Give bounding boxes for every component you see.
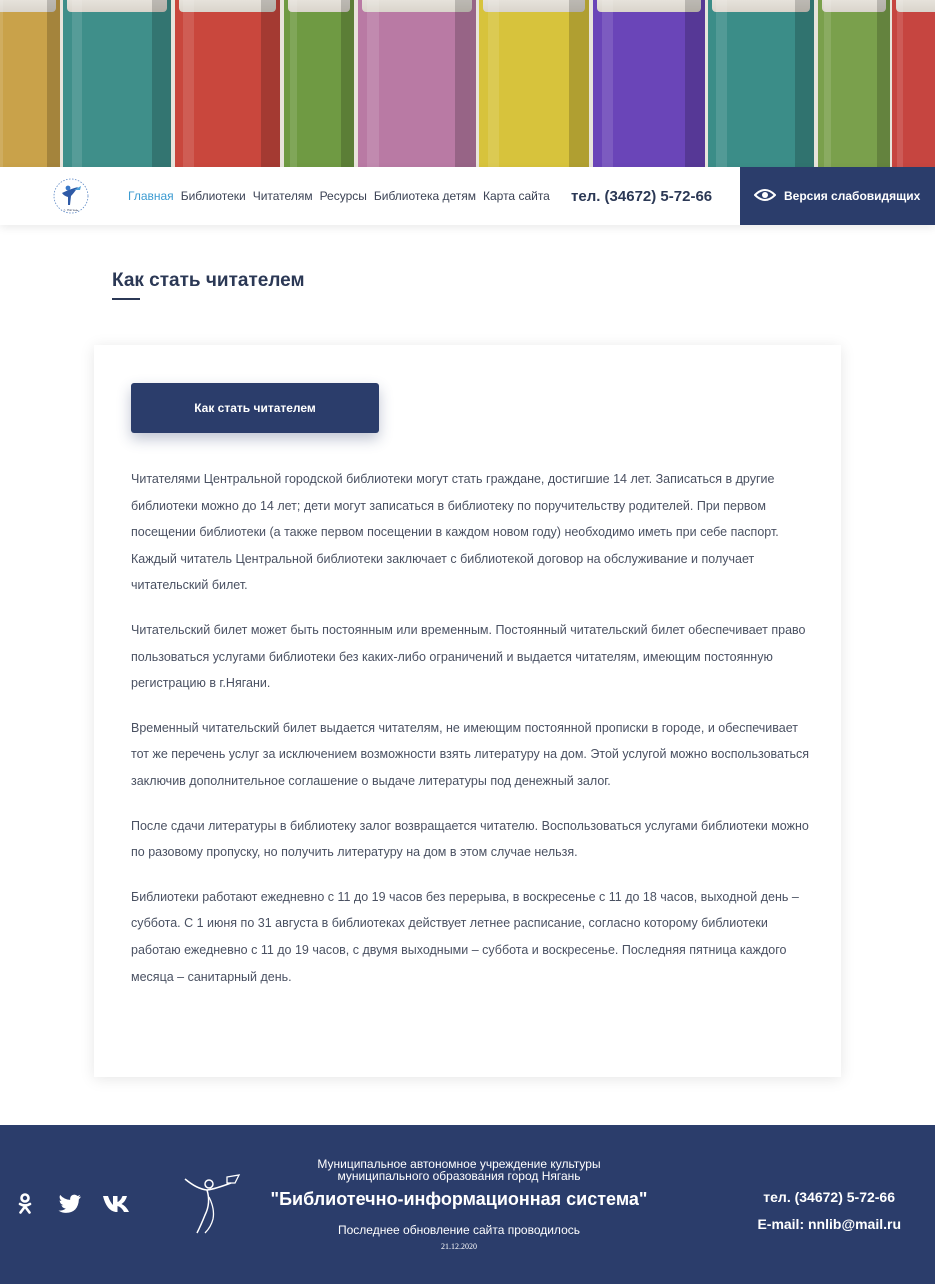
site-footer [0,1125,935,1284]
book-spine [818,0,890,167]
library-logo-icon[interactable] [50,175,92,217]
book-spine [284,0,354,167]
book-spine [892,0,935,167]
footer-org-name: "Библиотечно-информационная система" [270,1189,648,1209]
nav-item-kids[interactable]: Библиотека детям [373,189,476,203]
paragraph: Читательский билет может быть постоянным или временным. Постоянный читательский билет обеспечивает право пользоваться услугами библиотеки без каких-либо ограничений и выдается читателям, имеющим постоянную регистрацию в г.Нягани. [131,622,806,691]
svg-text:г. Нягань: г. Нягань [63,208,79,212]
header-phone[interactable]: тел. (34672) 5-72-66 [571,187,713,205]
book-spine [0,0,60,167]
content-card [94,345,841,1077]
footer-phone[interactable]: тел. (34672) 5-72-66 [763,1189,895,1205]
nav-item-sitemap[interactable]: Карта сайта [483,189,550,203]
paragraph: Читателями Центральной городской библиотеки могут стать граждане, достигшие 14 лет. Записаться в другие библиотеки можно до 14 лет; дети могут записаться в библиотеку по поручительству родителей. При первом посещении библиотеки (а также первом посещении в каждом новом году) необходимо иметь при себе паспорт. Каждый читатель Центральной библиотеки заключает с библиотекой договор на обслуживание и получает читательский билет. [131,472,779,593]
become-reader-button[interactable]: Как стать читателем [131,383,379,433]
nav-item-resources[interactable]: Ресурсы [319,189,367,203]
book-spine [175,0,280,167]
book-spine [63,0,171,167]
book-spine [479,0,589,167]
footer-org-line2: муниципального образования город Нягань [337,1169,581,1183]
hero-books-banner [0,0,935,167]
low-vision-version-button[interactable] [740,167,935,225]
article-body [131,466,811,1008]
nav-item-readers[interactable]: Читателям [252,189,313,203]
page-title: Как стать читателем [112,270,305,291]
eye-icon [754,188,776,205]
book-spine [593,0,705,167]
book-spine [708,0,814,167]
footer-update-label: Последнее обновление сайта проводилось [338,1223,580,1237]
title-underline [112,298,140,300]
paragraph: Временный читательский билет выдается читателям, не имеющим постоянной прописки в городе, и обеспечивает тот же перечень услуг за исключением возможности взять литературу на дом. Этой услугой можно воспользоваться заключив дополнительное соглашение о выдаче литературы под денежный залог. [131,720,809,788]
main-nav [128,167,550,225]
nav-item-libraries[interactable]: Библиотеки [180,189,246,203]
low-vision-label: Версия слабовидящих [784,189,921,203]
book-spine [358,0,476,167]
footer-org-line1: Муниципальное автономное учреждение культуры [317,1157,601,1171]
footer-update-date: 21.12.2020 [441,1242,477,1251]
footer-email[interactable]: E-mail: nnlib@mail.ru [757,1216,901,1232]
site-header [0,167,935,225]
footer-logo-icon [183,1173,243,1237]
nav-item-home[interactable]: Главная [128,189,174,203]
twitter-icon[interactable] [57,1189,83,1219]
paragraph: Библиотеки работают ежедневно с 11 до 19 часов без перерыва, в воскресенье с 11 до 18 часов, выходной день – суббота. С 1 июня по 31 августа в библиотеках действует летнее расписание, согласно которому библиотеки работаю ежедневно с 11 до 19 часов, с двумя выходными – суббота и воскресенье. Последняя пятница каждого месяца – санитарный день. [131,889,799,984]
odnoklassniki-icon[interactable] [14,1189,36,1219]
vk-icon[interactable] [102,1189,134,1219]
paragraph: После сдачи литературы в библиотеку залог возвращается читателю. Воспользоваться услугами библиотеки можно по разовому пропуску, но получить литературу на дом в этом случае нельзя. [131,818,809,860]
